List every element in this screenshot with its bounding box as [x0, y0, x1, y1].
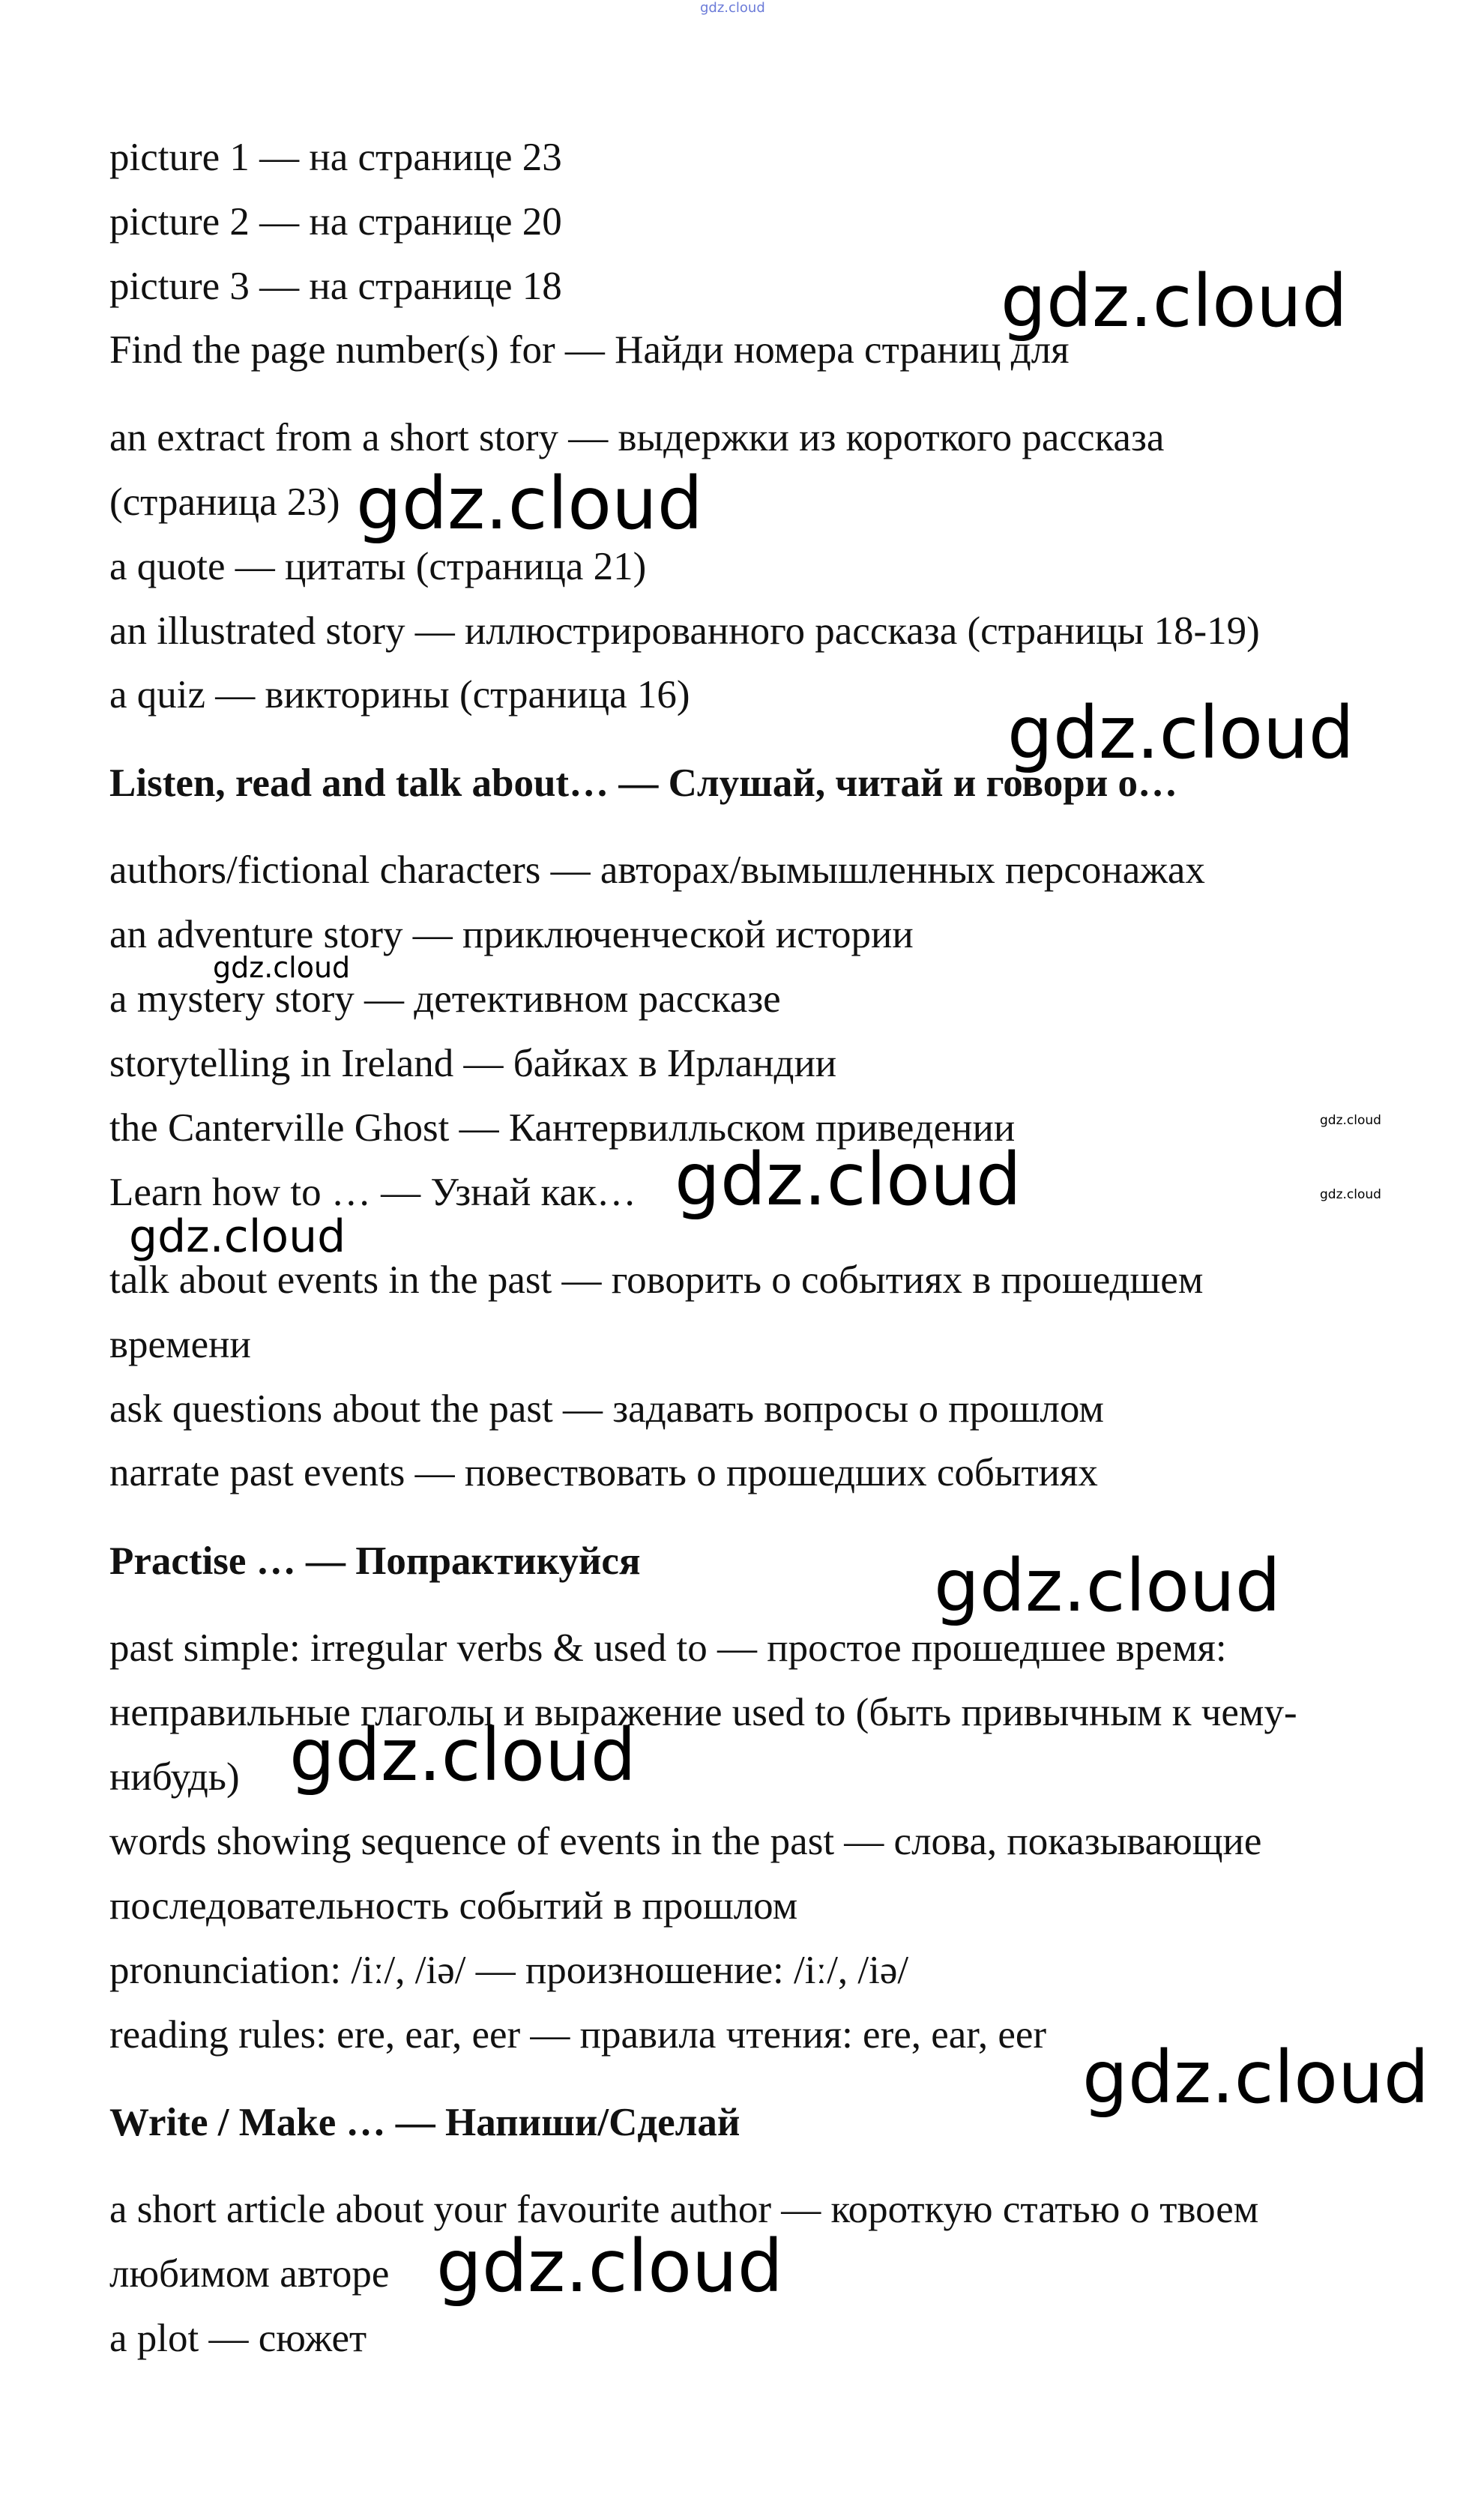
watermark: gdz.cloud	[289, 1713, 636, 1797]
text-line-picture-1: picture 1 — на странице 23	[109, 136, 562, 179]
text-line-reading-rules: reading rules: ere, ear, eer — правила чтения: ere, ear, eer	[109, 2013, 1047, 2057]
watermark: gdz.cloud	[1320, 1187, 1381, 1202]
text-line-illustrated-story: an illustrated story — иллюстрированного рассказа (страницы 18-19)	[109, 609, 1260, 653]
watermark: gdz.cloud	[934, 1544, 1281, 1628]
watermark: gdz.cloud	[436, 2224, 783, 2308]
text-line-short-article: a short article about your favourite author — короткую статью о твоем	[109, 2188, 1259, 2231]
text-line-adventure-story: an adventure story — приключенческой истории	[109, 913, 914, 956]
text-line-quiz: a quiz — викторины (страница 16)	[109, 673, 690, 716]
watermark: gdz.cloud	[1320, 1113, 1381, 1128]
text-line-quote: a quote — цитаты (страница 21)	[109, 545, 647, 588]
watermark: gdz.cloud	[356, 462, 703, 546]
text-line-storytelling: storytelling in Ireland — байках в Ирландии	[109, 1042, 837, 1085]
text-line-canterville: the Canterville Ghost — Кантервилльском приведении	[109, 1106, 1016, 1150]
text-line-find-page-numbers: Find the page number(s) for — Найди номера страниц для	[109, 328, 1070, 372]
watermark-top: gdz.cloud	[700, 0, 765, 16]
text-line-extract-page: (страница 23)	[109, 480, 340, 524]
text-line-talk-events: talk about events in the past — говорить о событиях в прошедшем	[109, 1258, 1204, 1302]
text-line-extract: an extract from a short story — выдержки из короткого рассказа	[109, 416, 1165, 459]
text-line-sequence-words-cont: последовательность событий в прошлом	[109, 1884, 798, 1928]
section-heading-listen-read-talk: Listen, read and talk about… — Слушай, читай и говори о…	[109, 761, 1177, 805]
section-heading-write-make: Write / Make … — Напиши/Сделай	[109, 2101, 741, 2144]
text-line-narrate: narrate past events — повествовать о прошедших событиях	[109, 1451, 1098, 1494]
text-line-irregular-verbs-end: нибудь)	[109, 1755, 240, 1799]
watermark: gdz.cloud	[1082, 2036, 1429, 2120]
text-line-irregular-verbs: неправильные глаголы и выражение used to (быть привычным к чему-	[109, 1691, 1297, 1734]
text-line-learn-how: Learn how to … — Узнай как…	[109, 1171, 636, 1214]
watermark: gdz.cloud	[1007, 691, 1354, 775]
text-line-picture-3: picture 3 — на странице 18	[109, 265, 562, 308]
watermark: gdz.cloud	[129, 1210, 346, 1263]
watermark: gdz.cloud	[675, 1138, 1022, 1222]
text-line-talk-events-cont: времени	[109, 1323, 251, 1366]
text-line-sequence-words: words showing sequence of events in the past — слова, показывающие	[109, 1820, 1262, 1863]
text-line-past-simple: past simple: irregular verbs & used to — простое прошедшее время:	[109, 1626, 1227, 1670]
watermark: gdz.cloud	[213, 951, 351, 984]
text-line-mystery-story: a mystery story — детективном рассказе	[109, 977, 781, 1021]
watermark: gdz.cloud	[1001, 259, 1348, 343]
section-heading-practise: Practise … — Попрактикуйся	[109, 1539, 641, 1583]
text-line-short-article-cont: любимом авторе	[109, 2252, 390, 2296]
text-line-ask-questions: ask questions about the past — задавать вопросы о прошлом	[109, 1387, 1104, 1431]
text-line-picture-2: picture 2 — на странице 20	[109, 200, 562, 244]
text-line-pronunciation: pronunciation: /iː/, /iə/ — произношение: /iː/, /iə/	[109, 1949, 909, 1992]
text-line-authors: authors/fictional characters — авторах/вымышленных персонажах	[109, 848, 1205, 892]
text-line-plot: a plot — сюжет	[109, 2317, 367, 2360]
